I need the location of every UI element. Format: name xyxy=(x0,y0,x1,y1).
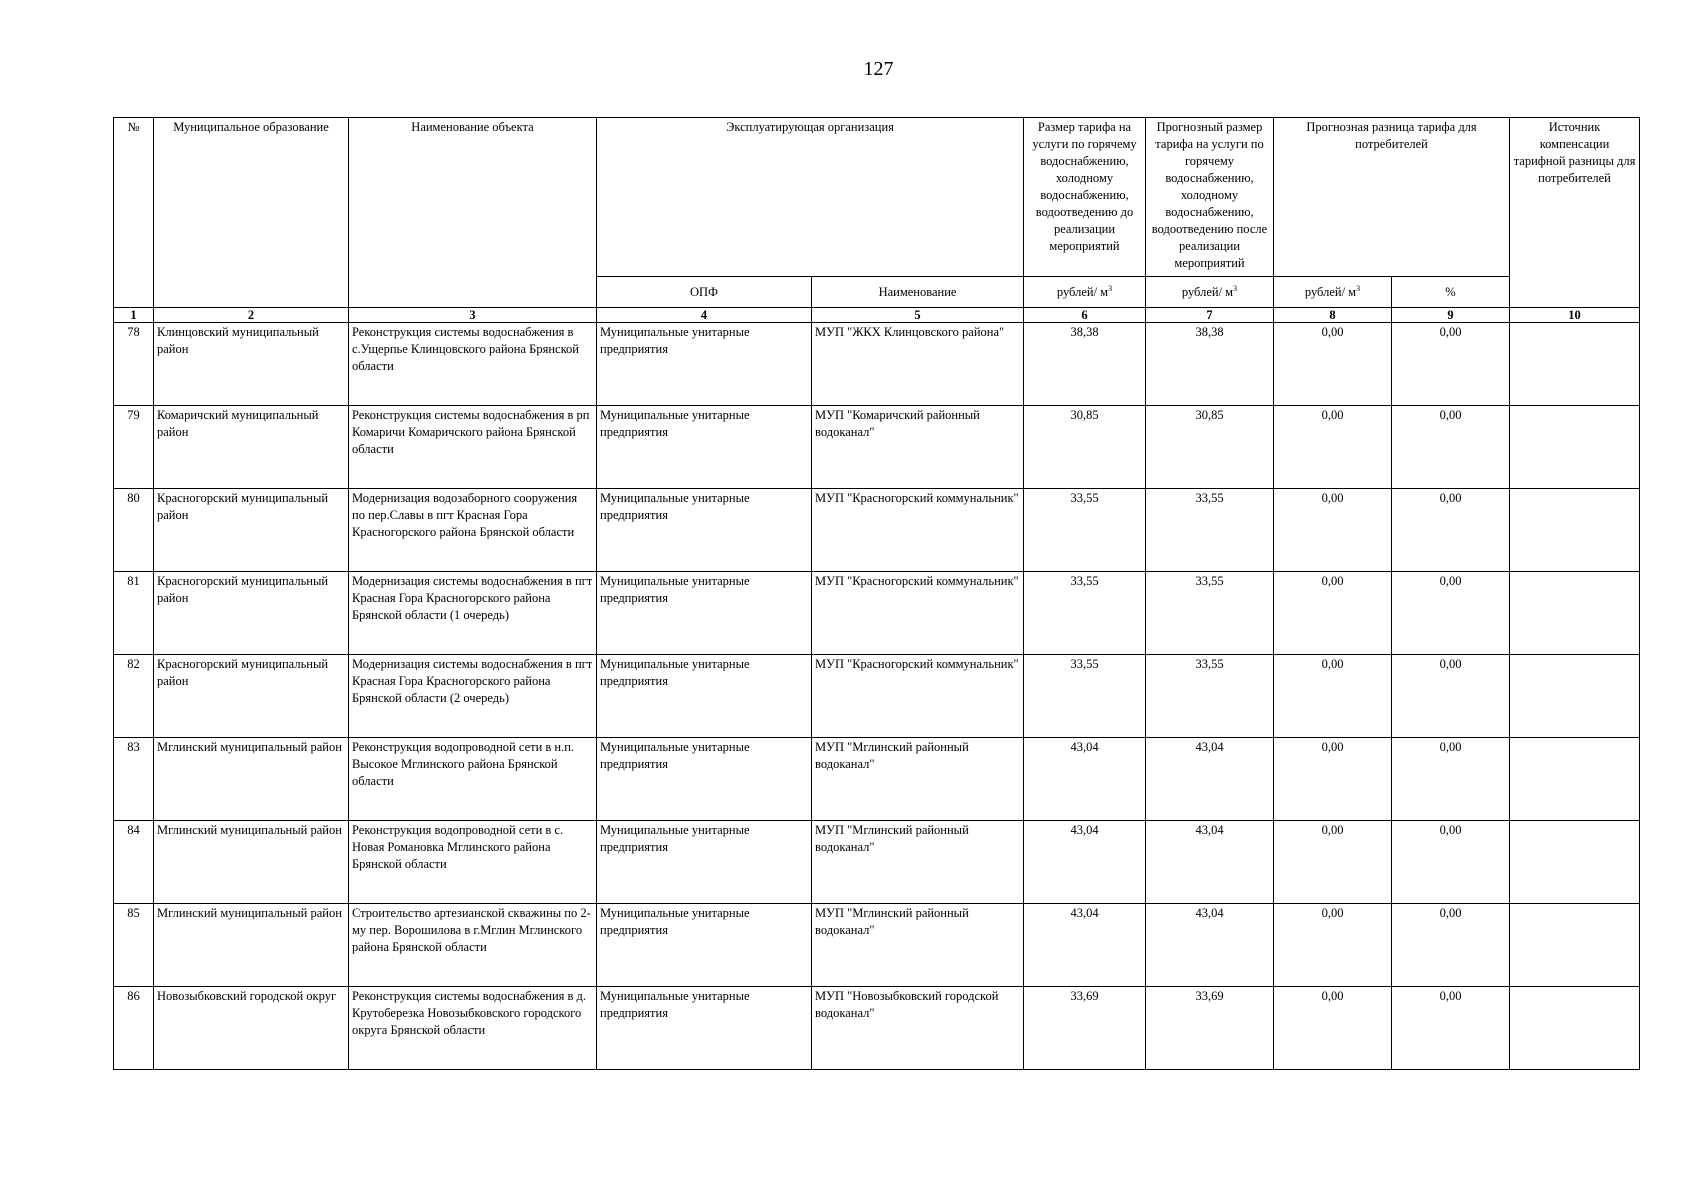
table-row xyxy=(114,738,1640,821)
unit-before: рублей/ $м^3$ xyxy=(1024,277,1146,308)
row-municipality: Мглинский муниципальный район xyxy=(154,821,349,904)
table-row xyxy=(114,489,1640,572)
column-numbers-row xyxy=(114,308,1640,323)
header-org-opf: ОПФ xyxy=(597,277,812,308)
column-number: 2 xyxy=(154,308,349,323)
row-number: 84 xyxy=(114,821,154,904)
row-source xyxy=(1510,904,1640,987)
row-number: 81 xyxy=(114,572,154,655)
row-object: Реконструкция системы водоснабжения в с.Ущерпье Клинцовского района Брянской области xyxy=(349,323,597,406)
table-row xyxy=(114,655,1640,738)
header-org-name: Наименование xyxy=(812,277,1024,308)
row-diff-rub: 0,00 xyxy=(1274,655,1392,738)
row-org-name: МУП "Красногорский коммунальник" xyxy=(812,489,1024,572)
row-tariff-before: 33,69 xyxy=(1024,987,1146,1070)
row-opf: Муниципальные унитарные предприятия xyxy=(597,738,812,821)
row-org-name: МУП "Красногорский коммунальник" xyxy=(812,572,1024,655)
row-number: 79 xyxy=(114,406,154,489)
unit-diff-pct: % xyxy=(1392,277,1510,308)
row-opf: Муниципальные унитарные предприятия xyxy=(597,821,812,904)
header-no: № xyxy=(114,118,154,308)
row-opf: Муниципальные унитарные предприятия xyxy=(597,406,812,489)
row-municipality: Красногорский муниципальный район xyxy=(154,572,349,655)
row-number: 80 xyxy=(114,489,154,572)
table-row xyxy=(114,572,1640,655)
column-number: 3 xyxy=(349,308,597,323)
row-tariff-before: 43,04 xyxy=(1024,738,1146,821)
unit-after: рублей/ $м^3$ xyxy=(1146,277,1274,308)
row-org-name: МУП "Мглинский районный водоканал" xyxy=(812,738,1024,821)
header-tariff-after: Прогнозный размер тарифа на услуги по горячему водоснабжению, холодному водоснабжению, водоотведению после реализации мероприятий xyxy=(1146,118,1274,277)
row-municipality: Комаричский муниципальный район xyxy=(154,406,349,489)
row-number: 78 xyxy=(114,323,154,406)
row-opf: Муниципальные унитарные предприятия xyxy=(597,655,812,738)
row-diff-pct: 0,00 xyxy=(1392,572,1510,655)
row-tariff-after: 43,04 xyxy=(1146,904,1274,987)
row-opf: Муниципальные унитарные предприятия xyxy=(597,904,812,987)
row-municipality: Мглинский муниципальный район xyxy=(154,904,349,987)
row-municipality: Мглинский муниципальный район xyxy=(154,738,349,821)
row-municipality: Новозыбковский городской округ xyxy=(154,987,349,1070)
row-number: 86 xyxy=(114,987,154,1070)
row-source xyxy=(1510,821,1640,904)
row-object: Строительство артезианской скважины по 2-му пер. Ворошилова в г.Мглин Мглинского района Брянской области xyxy=(349,904,597,987)
row-tariff-before: 33,55 xyxy=(1024,655,1146,738)
row-object: Модернизация водозаборного сооружения по пер.Славы в пгт Красная Гора Красногорского района Брянской области xyxy=(349,489,597,572)
table-row xyxy=(114,821,1640,904)
table-row xyxy=(114,904,1640,987)
row-tariff-before: 38,38 xyxy=(1024,323,1146,406)
tariff-table xyxy=(113,117,1640,1070)
row-tariff-before: 43,04 xyxy=(1024,904,1146,987)
row-tariff-after: 33,55 xyxy=(1146,655,1274,738)
unit-diff-rub: рублей/ $м^3$ xyxy=(1274,277,1392,308)
table-row xyxy=(114,323,1640,406)
row-tariff-before: 30,85 xyxy=(1024,406,1146,489)
row-tariff-after: 43,04 xyxy=(1146,821,1274,904)
row-tariff-after: 33,55 xyxy=(1146,572,1274,655)
row-opf: Муниципальные унитарные предприятия xyxy=(597,489,812,572)
row-tariff-after: 30,85 xyxy=(1146,406,1274,489)
row-number: 82 xyxy=(114,655,154,738)
row-tariff-after: 38,38 xyxy=(1146,323,1274,406)
row-diff-rub: 0,00 xyxy=(1274,406,1392,489)
header-org: Эксплуатирующая организация xyxy=(597,118,1024,277)
row-org-name: МУП "Мглинский районный водоканал" xyxy=(812,821,1024,904)
row-tariff-before: 33,55 xyxy=(1024,489,1146,572)
row-diff-rub: 0,00 xyxy=(1274,821,1392,904)
row-diff-pct: 0,00 xyxy=(1392,987,1510,1070)
row-org-name: МУП "Красногорский коммунальник" xyxy=(812,655,1024,738)
row-source xyxy=(1510,323,1640,406)
row-diff-pct: 0,00 xyxy=(1392,406,1510,489)
column-number: 7 xyxy=(1146,308,1274,323)
row-source xyxy=(1510,406,1640,489)
header-object: Наименование объекта xyxy=(349,118,597,308)
header-row xyxy=(114,118,1640,277)
row-diff-rub: 0,00 xyxy=(1274,904,1392,987)
page-number: 127 xyxy=(863,58,894,80)
column-number: 6 xyxy=(1024,308,1146,323)
column-number: 4 xyxy=(597,308,812,323)
row-diff-rub: 0,00 xyxy=(1274,489,1392,572)
row-source xyxy=(1510,987,1640,1070)
row-diff-rub: 0,00 xyxy=(1274,738,1392,821)
row-diff-pct: 0,00 xyxy=(1392,821,1510,904)
row-org-name: МУП "ЖКХ Клинцовского района" xyxy=(812,323,1024,406)
row-diff-pct: 0,00 xyxy=(1392,489,1510,572)
row-source xyxy=(1510,738,1640,821)
header-source: Источник компенсации тарифной разницы для потребителей xyxy=(1510,118,1640,308)
row-opf: Муниципальные унитарные предприятия xyxy=(597,987,812,1070)
header-diff: Прогнозная разница тарифа для потребителей xyxy=(1274,118,1510,277)
row-opf: Муниципальные унитарные предприятия xyxy=(597,323,812,406)
column-number: 9 xyxy=(1392,308,1510,323)
row-object: Реконструкция водопроводной сети в с. Новая Романовка Мглинского района Брянской области xyxy=(349,821,597,904)
row-diff-rub: 0,00 xyxy=(1274,572,1392,655)
row-object: Реконструкция водопроводной сети в н.п. Высокое Мглинского района Брянской области xyxy=(349,738,597,821)
row-tariff-after: 33,69 xyxy=(1146,987,1274,1070)
row-object: Модернизация системы водоснабжения в пгт Красная Гора Красногорского района Брянской области (1 очередь) xyxy=(349,572,597,655)
row-tariff-before: 33,55 xyxy=(1024,572,1146,655)
row-diff-pct: 0,00 xyxy=(1392,738,1510,821)
row-source xyxy=(1510,572,1640,655)
column-number: 8 xyxy=(1274,308,1392,323)
row-source xyxy=(1510,655,1640,738)
row-object: Реконструкция системы водоснабжения в рп Комаричи Комаричского района Брянской области xyxy=(349,406,597,489)
row-diff-rub: 0,00 xyxy=(1274,323,1392,406)
row-municipality: Красногорский муниципальный район xyxy=(154,655,349,738)
row-tariff-after: 43,04 xyxy=(1146,738,1274,821)
row-number: 85 xyxy=(114,904,154,987)
row-object: Реконструкция системы водоснабжения в д. Крутоберезка Новозыбковского городского округа Брянской области xyxy=(349,987,597,1070)
row-municipality: Клинцовский муниципальный район xyxy=(154,323,349,406)
header-tariff-before: Размер тарифа на услуги по горячему водоснабжению, холодному водоснабжению, водоотведению до реализации мероприятий xyxy=(1024,118,1146,277)
table-row xyxy=(114,987,1640,1070)
row-tariff-after: 33,55 xyxy=(1146,489,1274,572)
row-org-name: МУП "Мглинский районный водоканал" xyxy=(812,904,1024,987)
row-diff-pct: 0,00 xyxy=(1392,904,1510,987)
row-opf: Муниципальные унитарные предприятия xyxy=(597,572,812,655)
row-org-name: МУП "Комаричский районный водоканал" xyxy=(812,406,1024,489)
row-source xyxy=(1510,489,1640,572)
row-number: 83 xyxy=(114,738,154,821)
row-org-name: МУП "Новозыбковский городской водоканал" xyxy=(812,987,1024,1070)
row-object: Модернизация системы водоснабжения в пгт Красная Гора Красногорского района Брянской области (2 очередь) xyxy=(349,655,597,738)
header-municipality: Муниципальное образование xyxy=(154,118,349,308)
row-diff-pct: 0,00 xyxy=(1392,655,1510,738)
row-diff-rub: 0,00 xyxy=(1274,987,1392,1070)
table-row xyxy=(114,406,1640,489)
row-diff-pct: 0,00 xyxy=(1392,323,1510,406)
column-number: 5 xyxy=(812,308,1024,323)
row-tariff-before: 43,04 xyxy=(1024,821,1146,904)
column-number: 10 xyxy=(1510,308,1640,323)
column-number: 1 xyxy=(114,308,154,323)
row-municipality: Красногорский муниципальный район xyxy=(154,489,349,572)
